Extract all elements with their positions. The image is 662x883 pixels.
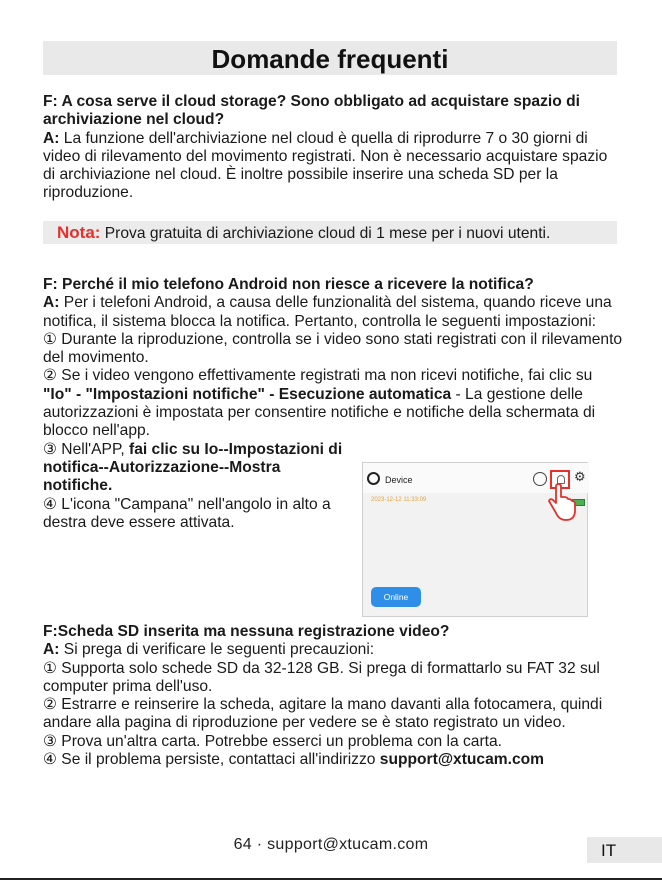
faq-sd-card <box>43 623 623 769</box>
step-3-path: fai clic su Io--Impostazioni di notifica--Autorizzazione--Mostra notifiche. <box>43 440 343 495</box>
step-2-text-end: - La gestione delle autorizzazioni è impostata per consentire notifiche e notifiche della schermata di blocco nell'app. <box>43 385 596 440</box>
faq-question: F: A cosa serve il cloud storage? Sono obbligato ad acquistare spazio di archiviazione nel cloud? <box>43 93 580 129</box>
step-3 <box>43 441 353 496</box>
video-timestamp: 2023-12-12 11:33:09 <box>371 497 427 503</box>
step-3-text: ③ Nell'APP, <box>43 440 130 458</box>
faq-answer <box>43 641 623 659</box>
faq-answer <box>43 130 623 203</box>
step-3: ③ Prova un'altra carta. Potrebbe esserci un problema con la carta. <box>43 732 503 750</box>
faq-cloud-storage <box>43 93 623 203</box>
answer-text: Per i telefoni Android, a causa delle funzionalità del sistema, quando riceve una notifica, il sistema blocca la notifica. Pertanto, controlla le seguenti impostazioni: <box>43 294 612 330</box>
step-2: ② Estrarre e reinserire la scheda, agitare la mano davanti alla fotocamera, quindi andare alla pagina di riproduzione per vedere se è stato registrato un video. <box>43 696 603 732</box>
step-4 <box>43 751 623 769</box>
pointing-hand-icon <box>546 483 580 523</box>
note-text: Prova gratuita di archiviazione cloud di 1 mese per i nuovi utenti. <box>100 225 551 242</box>
answer-label: A: <box>43 641 60 659</box>
page-footer: 64 · support@xtucam.com <box>233 836 429 853</box>
answer-label: A: <box>43 129 60 147</box>
answer-text: Si prega di verificare le seguenti precauzioni: <box>59 641 375 659</box>
faq-answer <box>43 294 623 331</box>
answer-text: La funzione dell'archiviazione nel cloud è quella di riprodurre 7 o 30 giorni di video di rilevamento del movimento registrati. Non è necessario acquistare spazio di archiviazione nel cloud. È inoltre possibile inserire una scheda SD per la riproduzione. <box>43 129 608 202</box>
step-2-path: "Io" - "Impostazioni notifiche" - Esecuzione automatica <box>43 385 452 403</box>
face-icon <box>533 472 547 486</box>
faq-question: F: Perché il mio telefono Android non riesce a ricevere la notifica? <box>43 276 534 293</box>
page-title: Domande frequenti <box>43 41 617 75</box>
note-box <box>43 221 617 244</box>
language-tab: IT <box>587 837 662 863</box>
step-4-text: ④ Se il problema persiste, contattaci all'indirizzo <box>43 751 380 769</box>
answer-label: A: <box>43 294 60 312</box>
step-2 <box>43 367 623 440</box>
device-name: Device <box>385 475 413 485</box>
app-screenshot <box>362 462 588 617</box>
online-badge: Online <box>371 587 421 607</box>
step-1: ① Supporta solo schede SD da 32-128 GB. Si prega di formattarlo su FAT 32 sul computer prima dell'uso. <box>43 659 600 695</box>
faq-question: F:Scheda SD inserita ma nessuna registrazione video? <box>43 623 450 640</box>
support-email: support@xtucam.com <box>379 751 545 769</box>
step-2-text: ② Se i video vengono effettivamente registrati ma non ricevi notifiche, fai clic su <box>43 367 593 385</box>
step-4: ④ L'icona "Campana" nell'angolo in alto a destra deve essere attivata. <box>43 495 331 531</box>
bottom-divider <box>0 878 662 880</box>
step-1: ① Durante la riproduzione, controlla se i video sono stati registrati con il rilevamento del movimento. <box>43 330 623 367</box>
camera-logo-icon <box>367 472 380 485</box>
gear-icon: ⚙ <box>574 469 586 484</box>
note-label: Nota: <box>57 223 101 242</box>
